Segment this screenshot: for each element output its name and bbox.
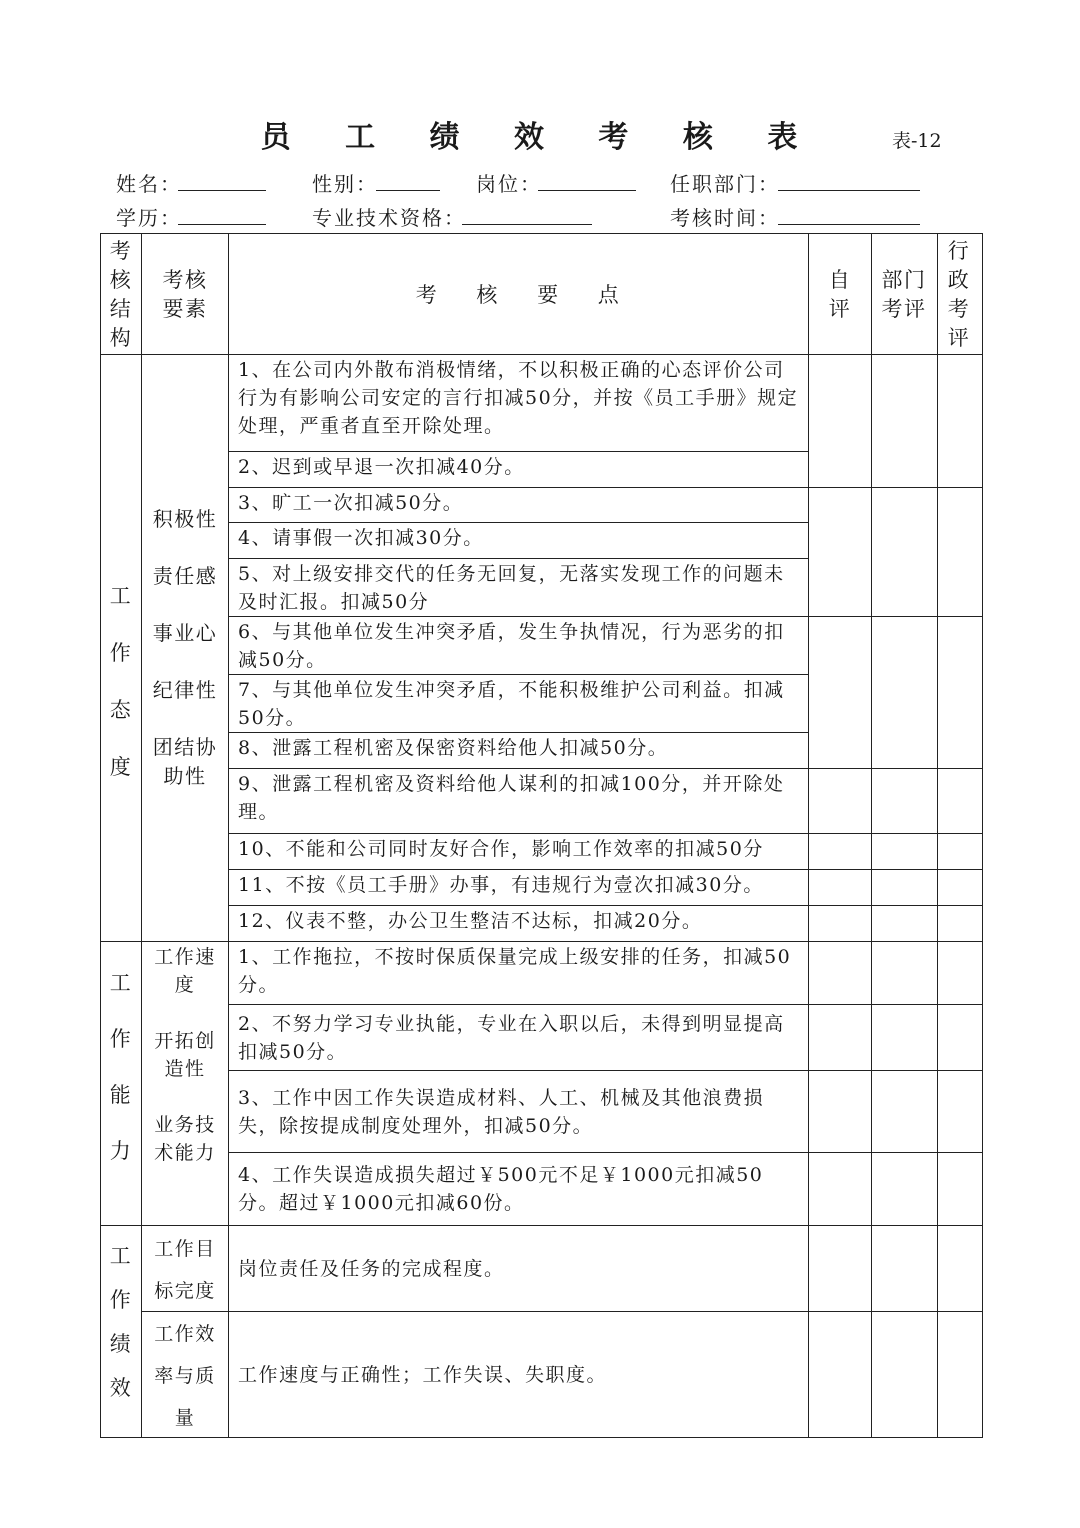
education-label: 学历： — [116, 206, 182, 230]
review-time-blank[interactable] — [778, 224, 920, 225]
factor-skill: 业务技术能力 — [154, 1114, 216, 1164]
attitude-factors — [146, 505, 224, 791]
ability-item: 3、工作中因工作失误造成材料、人工、机械及其他浪费损失，除按提成制度处理外，扣减50分。 — [238, 1087, 765, 1137]
factor-3: 事业心 — [152, 621, 218, 645]
factor-goal: 工作目标完度 — [154, 1237, 216, 1302]
gender-blank[interactable] — [376, 190, 440, 191]
ability-factors — [150, 943, 220, 1167]
header-elements: 考核要素 — [162, 268, 208, 321]
factor-4: 纪律性 — [152, 678, 218, 702]
education-blank[interactable] — [178, 224, 266, 225]
attitude-item: 2、迟到或早退一次扣减40分。 — [238, 456, 525, 478]
factor-creativity: 开拓创造性 — [154, 1030, 216, 1080]
ability-item: 4、工作失误造成损失超过￥500元不足￥1000元扣减50分。超过￥1000元扣减60份。 — [238, 1164, 764, 1214]
factor-2: 责任感 — [152, 564, 218, 588]
factor-efficiency: 工作效率与质量 — [154, 1322, 216, 1429]
attitude-item: 1、在公司内外散布消极情绪，不以积极正确的心态评价公司行为有影响公司安定的言行扣减50分，并按《员工手册》规定处理，严重者直至开除处理。 — [238, 359, 799, 437]
review-time-label: 考核时间： — [670, 206, 780, 230]
factor-1: 积极性 — [152, 507, 218, 531]
header-self: 自评 — [828, 268, 852, 321]
attitude-item: 5、对上级安排交代的任务无回复，无落实发现工作的问题未及时汇报。扣减50分 — [238, 563, 785, 613]
form-title: 员 工 绩 效 考 核 表 — [260, 120, 820, 155]
department-label: 任职部门： — [670, 172, 780, 196]
qualification-blank[interactable] — [462, 224, 592, 225]
section-attitude-label: 工作态度 — [109, 584, 133, 779]
header-points: 考 核 要 点 — [415, 283, 621, 307]
header-dept: 部门考评 — [881, 268, 927, 321]
ability-item: 2、不努力学习专业执能，专业在入职以后，未得到明显提高扣减50分。 — [238, 1013, 785, 1063]
attitude-item: 10、不能和公司同时友好合作，影响工作效率的扣减50分 — [238, 838, 764, 860]
section-ability-label: 工作能力 — [109, 971, 133, 1163]
position-label: 岗位： — [476, 172, 542, 196]
attitude-item: 4、请事假一次扣减30分。 — [238, 527, 484, 549]
department-blank[interactable] — [778, 190, 920, 191]
factor-5: 团结协助性 — [152, 735, 218, 788]
performance-item: 工作速度与正确性；工作失误、失职度。 — [238, 1364, 608, 1386]
factor-speed: 工作速度 — [154, 946, 216, 996]
attitude-item: 3、旷工一次扣减50分。 — [238, 492, 464, 514]
ability-item: 1、工作拖拉，不按时保质保量完成上级安排的任务，扣减50分。 — [238, 946, 792, 996]
gender-label: 性别： — [312, 172, 378, 196]
attitude-item: 11、不按《员工手册》办事，有违规行为壹次扣减30分。 — [238, 874, 764, 896]
form-number: 表-12 — [892, 130, 942, 152]
attitude-item: 6、与其他单位发生冲突矛盾，发生争执情况，行为恶劣的扣减50分。 — [238, 621, 785, 671]
qualification-label: 专业技术资格： — [312, 206, 466, 230]
header-structure: 考核结构 — [109, 239, 133, 350]
position-blank[interactable] — [538, 190, 636, 191]
section-performance-label: 工作绩效 — [109, 1244, 133, 1400]
header-admin: 行政考评 — [947, 239, 971, 350]
attitude-item: 12、仪表不整，办公卫生整洁不达标，扣减20分。 — [238, 910, 703, 932]
attitude-item: 7、与其他单位发生冲突矛盾，不能积极维护公司利益。扣减50分。 — [238, 679, 785, 729]
performance-item: 岗位责任及任务的完成程度。 — [238, 1258, 505, 1280]
attitude-item: 8、泄露工程机密及保密资料给他人扣减50分。 — [238, 737, 669, 759]
name-label: 姓名： — [116, 172, 182, 196]
attitude-item: 9、泄露工程机密及资料给他人谋利的扣减100分，并开除处理。 — [238, 773, 785, 823]
name-blank[interactable] — [178, 190, 266, 191]
